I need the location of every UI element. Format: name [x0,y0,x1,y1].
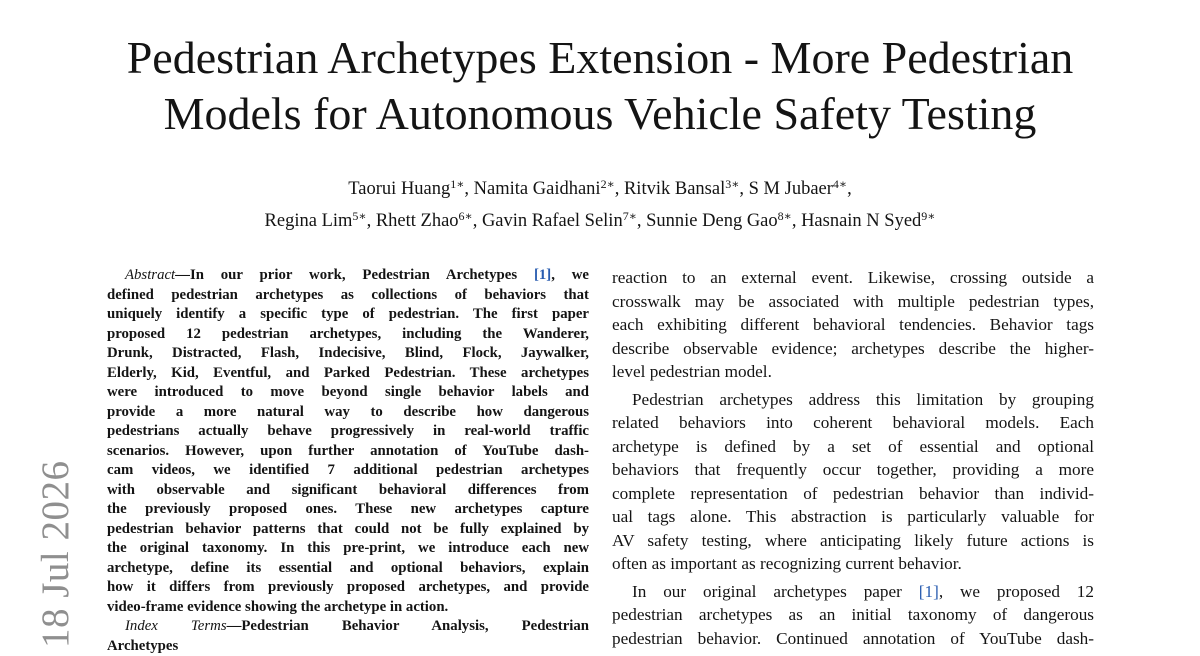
index-terms-dash: — [227,618,242,634]
abstract-line: archetype, define its essential and optional behaviors, explain [107,559,589,579]
abstract-line: defined pedestrian archetypes as collections of behaviors that [107,286,589,306]
author-list [0,170,1200,234]
paper-title-line-1: Pedestrian Archetypes Extension - More Pedestrian [0,30,1200,86]
author-line-2: Regina Lim$^{5∗}$, Rhett Zhao$^{6∗}$, Gavin Rafael Selin$^{7∗}$, Sunnie Deng Gao$^{8∗}$, Hasnain N Syed$^{9∗}$ [0,202,1200,234]
body-line: each exhibiting different behavioral tendencies. Behavior tags [612,313,1094,337]
abstract-label: Abstract [125,267,175,283]
author-affiliation-mark: 8∗ [778,209,792,223]
author-affiliation-mark: 5∗ [352,209,366,223]
abstract-line: Drunk, Distracted, Flash, Indecisive, Blind, Flock, Jaywalker, [107,344,589,364]
paper-title [0,30,1200,142]
body-line: crosswalk may be associated with multiple pedestrian types, [612,290,1094,314]
citation-link[interactable]: [1] [534,267,551,283]
abstract-line: how it differs from previously proposed archetypes, and provide [107,578,589,598]
abstract-text: , we [551,267,589,283]
abstract-line: video-frame evidence showing the archetype in action. [107,598,589,618]
body-line: AV safety testing, where anticipating likely future actions is [612,529,1094,553]
author-name: Gavin Rafael Selin [482,211,623,231]
body-line: complete representation of pedestrian behavior than individ- [612,482,1094,506]
body-line: behaviors that frequently occur together, providing a more [612,458,1094,482]
body-line: pedestrian behavior. Continued annotation of YouTube dash- [612,627,1094,651]
author-affiliation-mark: 1∗ [450,177,464,191]
author-line-1: Taorui Huang$^{1∗}$, Namita Gaidhani$^{2∗}$, Ritvik Bansal$^{3∗}$, S M Jubaer$^{4∗}$, [0,170,1200,202]
body-column [612,266,1094,650]
body-text: , we proposed 12 [939,582,1094,601]
body-line: reaction to an external event. Likewise, crossing outside a [612,266,1094,290]
abstract-line: the previously proposed ones. These new archetypes capture [107,500,589,520]
abstract-line [107,266,589,286]
paper-title-line-2: Models for Autonomous Vehicle Safety Testing [0,86,1200,142]
author-name: Hasnain N Syed [801,211,921,231]
body-line: ual tags alone. This abstraction is particularly valuable for [612,505,1094,529]
author-affiliation-mark: 9∗ [921,209,935,223]
author-name: Regina Lim [265,211,353,231]
citation-link[interactable]: [1] [919,582,939,601]
body-line: level pedestrian model. [612,360,1094,384]
arxiv-side-stamp: 18 Jul 2026 [36,460,76,648]
abstract-text: In our prior work, Pedestrian Archetypes [190,267,534,283]
body-line: often as important as recognizing current behavior. [612,552,1094,576]
abstract-section [107,266,589,656]
author-name: Taorui Huang [348,179,450,199]
author-affiliation-mark: 6∗ [459,209,473,223]
author-name: Sunnie Deng Gao [646,211,778,231]
body-line: Pedestrian archetypes address this limitation by grouping [612,388,1094,412]
body-line: pedestrian archetypes as an initial taxonomy of dangerous [612,603,1094,627]
index-terms-line [107,617,589,637]
body-line [612,580,1094,604]
body-line: related behaviors into coherent behavioral models. Each [612,411,1094,435]
abstract-line: pedestrian behavior patterns that could not be fully explained by [107,520,589,540]
abstract-line: pedestrians actually behave progressively in real-world traffic [107,422,589,442]
index-terms-line: Archetypes [107,637,589,656]
body-text: In our original archetypes paper [632,582,919,601]
index-terms-text: Pedestrian Behavior Analysis, Pedestrian [241,618,589,634]
abstract-line: Elderly, Kid, Eventful, and Parked Pedestrian. These archetypes [107,364,589,384]
index-terms-label: Index Terms [125,618,227,634]
author-name: Ritvik Bansal [624,179,725,199]
abstract-line: cam videos, we identified 7 additional pedestrian archetypes [107,461,589,481]
body-line: archetype is defined by a set of essential and optional [612,435,1094,459]
abstract-line: proposed 12 pedestrian archetypes, including the Wanderer, [107,325,589,345]
author-name: Rhett Zhao [376,211,459,231]
author-name: Namita Gaidhani [474,179,601,199]
author-affiliation-mark: 7∗ [623,209,637,223]
abstract-line: with observable and significant behavioral differences from [107,481,589,501]
abstract-dash: — [175,267,190,283]
body-line: describe observable evidence; archetypes describe the higher- [612,337,1094,361]
abstract-line: scenarios. However, upon further annotation of YouTube dash- [107,442,589,462]
abstract-line: were introduced to move beyond single behavior labels and [107,383,589,403]
abstract-line: provide a more natural way to describe how dangerous [107,403,589,423]
author-affiliation-mark: 4∗ [833,177,847,191]
author-name: S M Jubaer [749,179,833,199]
abstract-line: the original taxonomy. In this pre-print, we introduce each new [107,539,589,559]
abstract-line: uniquely identify a specific type of pedestrian. The first paper [107,305,589,325]
author-affiliation-mark: 3∗ [725,177,739,191]
author-affiliation-mark: 2∗ [601,177,615,191]
